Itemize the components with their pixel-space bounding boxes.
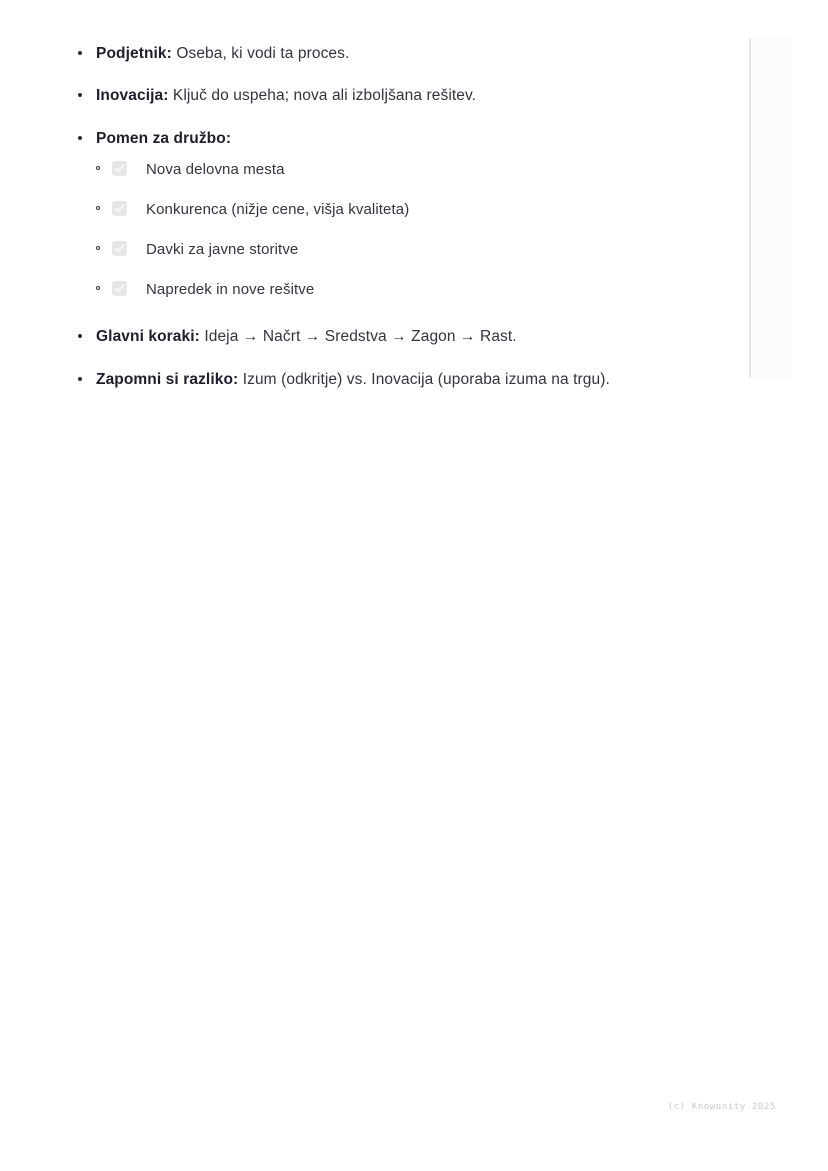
checklist-item-label: Nova delovna mesta (146, 161, 285, 179)
list-item (0, 85, 740, 107)
bullet-ring-icon (96, 166, 100, 170)
list-item-text: Ideja → Načrt → Sredstva → Zagon → Rast. (199, 328, 517, 346)
footer-copyright: (c) Knowunity 2025 (667, 1102, 776, 1112)
bullet-dot-icon (78, 377, 82, 381)
checklist-item (96, 279, 740, 300)
bullet-ring-icon (96, 286, 100, 290)
list-item-label: Pomen za družbo: (96, 129, 232, 147)
bullet-ring-icon (96, 246, 100, 250)
checklist (96, 159, 740, 300)
checkbox-checked-icon[interactable] (112, 201, 127, 216)
checklist-item-label: Davki za javne storitve (146, 241, 299, 259)
list-item-text: Ključ do uspeha; nova ali izboljšana rešitev. (168, 87, 477, 105)
list-item-label: Podjetnik: (96, 45, 172, 62)
list-item (0, 326, 740, 348)
bullet-dot-icon (78, 51, 82, 55)
list-item-label: Zapomni si razliko: (96, 370, 239, 388)
checklist-item (96, 159, 740, 180)
bullet-ring-icon (96, 206, 100, 210)
document-content (0, 0, 740, 411)
list-item (0, 369, 740, 391)
list-item-label: Glavni koraki: (96, 328, 200, 346)
right-side-panel (752, 38, 792, 378)
bullet-dot-icon (78, 136, 82, 140)
checklist-item (96, 199, 740, 220)
checklist-item-label: Konkurenca (nižje cene, višja kvaliteta) (146, 201, 410, 219)
list-item-label: Inovacija: (96, 87, 169, 105)
list-item (0, 43, 740, 65)
list-item-text: Oseba, ki vodi ta proces. (171, 45, 350, 62)
list-item-text: Izum (odkritje) vs. Inovacija (uporaba izuma na trgu). (238, 370, 610, 388)
bullet-dot-icon (78, 93, 82, 97)
bullet-dot-icon (78, 334, 82, 338)
list-item (0, 128, 740, 300)
checkbox-checked-icon[interactable] (112, 241, 127, 256)
checklist-item-label: Napredek in nove rešitve (146, 281, 315, 299)
checkbox-checked-icon[interactable] (112, 281, 127, 296)
outline-list (0, 43, 740, 391)
checklist-item (96, 239, 740, 260)
vertical-divider (749, 38, 751, 378)
checkbox-checked-icon[interactable] (112, 161, 127, 176)
